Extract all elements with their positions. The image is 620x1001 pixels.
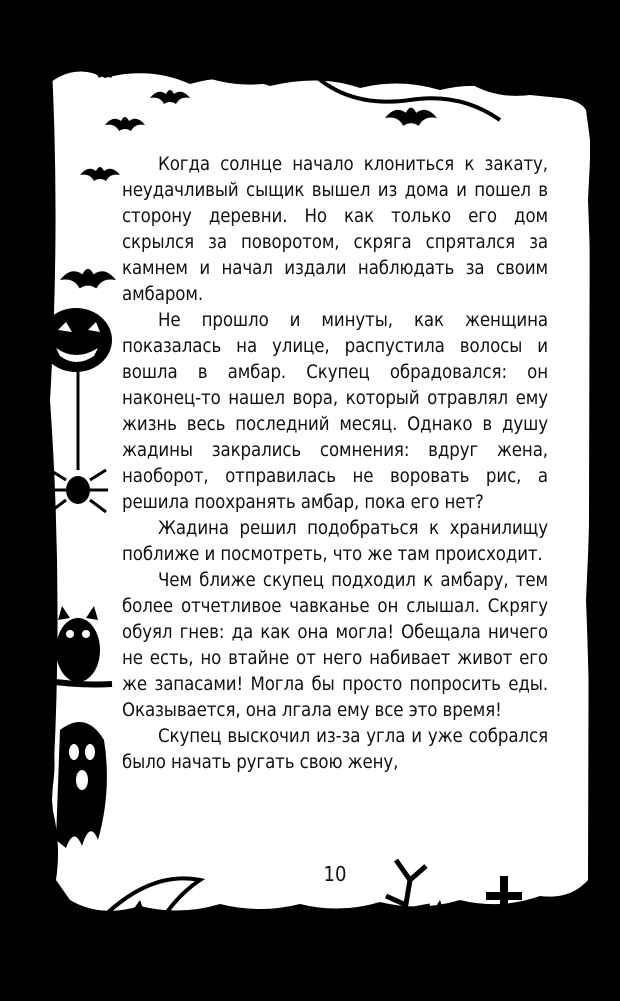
pumpkin-icon xyxy=(40,308,112,372)
paragraph: Когда солнце начало клониться к закату, неудачливый сыщик вышел из дома и пошел в сторону деревни. Но как только его дом скрылся за поворотом, скряга спрятался за камнем и начал издали наблюдать за своим амбаром. xyxy=(122,154,548,305)
ghost-icon xyxy=(56,722,107,848)
left-border-texture xyxy=(0,0,58,1001)
paragraph: Жадина решил подобраться к хранилищу поближе и посмотреть, что же там происходит. xyxy=(122,518,548,565)
right-border-texture xyxy=(586,0,620,1001)
story-text xyxy=(122,152,548,776)
page-number: 10 xyxy=(323,862,347,886)
paragraph: Чем ближе скупец подходил к амбару, тем более отчетливое чавканье он слышал. Скрягу обуял гнев: да как она могла! Обещала ничего не есть, но втайне от него набивает живот его же запасами! Могла бы просто попросить еды. Оказывается, она лгала ему все это время! xyxy=(122,570,548,721)
paragraph: Не прошло и минуты, как женщина показалась на улице, распустила волосы и вошла в амбар. Скупец обрадовался: он наконец-то нашел вора, который отравлял ему жизнь весь последний месяц. Однако в душу жадины закрались сомнения: вдруг жена, наоборот, отправилась не воровать рис, а решила поохранять амбар, пока его нет? xyxy=(122,310,548,513)
top-border-texture xyxy=(0,0,620,67)
paragraph: Скупец выскочил из-за угла и уже собрался было начать ругать свою жену, xyxy=(122,726,548,773)
grass-icon xyxy=(40,900,620,1001)
